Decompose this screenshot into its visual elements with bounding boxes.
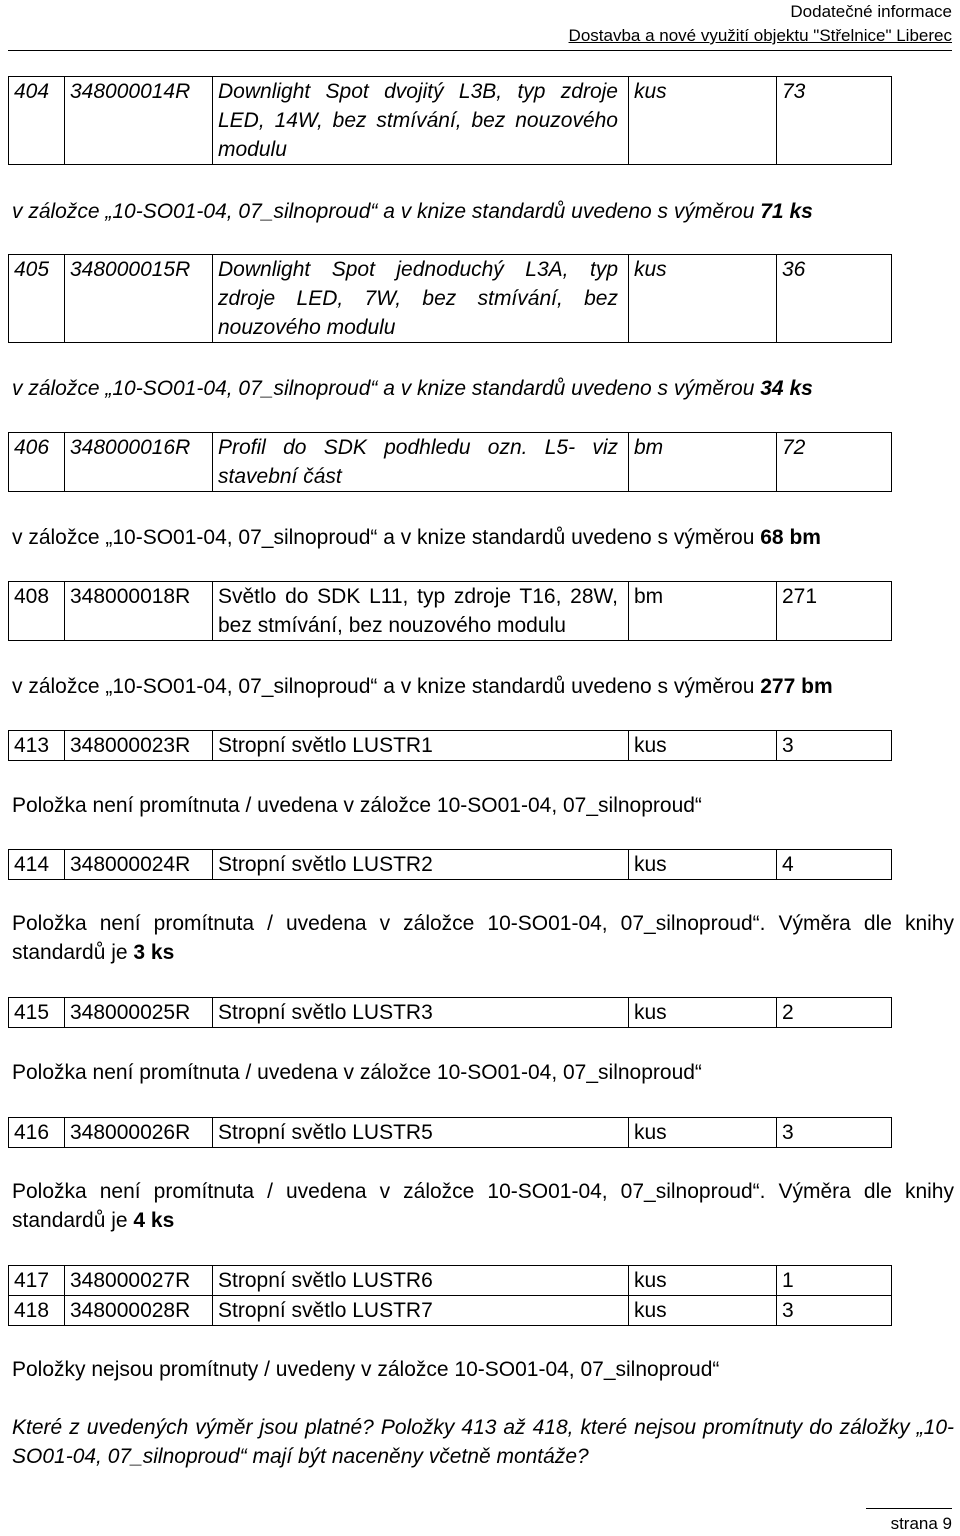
item-unit: kus bbox=[629, 77, 777, 165]
item-unit: kus bbox=[629, 850, 777, 880]
note-text: v záložce „10-SO01-04, 07_silnoproud“ a v knize standardů uvedeno s výměrou bbox=[12, 377, 761, 400]
page-number: strana 9 bbox=[890, 1514, 952, 1533]
item-description: Stropní světlo LUSTR3 bbox=[213, 998, 629, 1028]
note-text: v záložce „10-SO01-04, 07_silnoproud“ a v knize standardů uvedeno s výměrou bbox=[12, 200, 761, 223]
item-code: 348000016R bbox=[65, 433, 213, 492]
item-code: 348000026R bbox=[65, 1118, 213, 1148]
note-text: v záložce „10-SO01-04, 07_silnoproud“ a v knize standardů uvedeno s výměrou bbox=[12, 526, 761, 549]
note-416 bbox=[12, 1177, 954, 1235]
item-description: Stropní světlo LUSTR5 bbox=[213, 1118, 629, 1148]
item-quantity: 72 bbox=[777, 433, 892, 492]
note-value: 3 ks bbox=[133, 941, 175, 964]
note-text: Položka není promítnuta / uvedena v záložce 10-SO01-04, 07_silnoproud“. Výměra dle knihy standardů je bbox=[12, 912, 954, 964]
item-description: Downlight Spot jednoduchý L3A, typ zdroje LED, 7W, bez stmívání, bez nouzového modulu bbox=[213, 255, 629, 343]
item-quantity: 36 bbox=[777, 255, 892, 343]
item-quantity: 73 bbox=[777, 77, 892, 165]
question-text: Které z uvedených výměr jsou platné? Položky 413 až 418, které nejsou promítnuty do záložky „10-SO01-04, 07_silnoproud“ mají být naceněny včetně montáže? bbox=[12, 1416, 954, 1468]
item-description: Světlo do SDK L11, typ zdroje T16, 28W, bez stmívání, bez nouzového modulu bbox=[213, 582, 629, 641]
item-number: 415 bbox=[9, 998, 65, 1028]
item-quantity: 1 bbox=[777, 1266, 892, 1296]
item-table-404 bbox=[8, 76, 892, 165]
note-text: v záložce „10-SO01-04, 07_silnoproud“ a v knize standardů uvedeno s výměrou bbox=[12, 675, 761, 698]
item-number: 405 bbox=[9, 255, 65, 343]
table-row bbox=[9, 1266, 892, 1296]
item-quantity: 271 bbox=[777, 582, 892, 641]
note-text: Položka není promítnuta / uvedena v záložce 10-SO01-04, 07_silnoproud“ bbox=[12, 794, 702, 817]
item-code: 348000024R bbox=[65, 850, 213, 880]
item-code: 348000014R bbox=[65, 77, 213, 165]
item-number: 416 bbox=[9, 1118, 65, 1148]
item-unit: kus bbox=[629, 998, 777, 1028]
note-415 bbox=[12, 1058, 954, 1087]
table-row bbox=[9, 1296, 892, 1326]
item-unit: kus bbox=[629, 255, 777, 343]
item-quantity: 3 bbox=[777, 731, 892, 761]
page-header bbox=[569, 0, 952, 48]
note-text: Položka není promítnuta / uvedena v záložce 10-SO01-04, 07_silnoproud“. Výměra dle knihy standardů je bbox=[12, 1180, 954, 1232]
item-description: Profil do SDK podhledu ozn. L5- viz stavební část bbox=[213, 433, 629, 492]
item-code: 348000025R bbox=[65, 998, 213, 1028]
item-table-406 bbox=[8, 432, 892, 492]
footer-rule bbox=[866, 1508, 952, 1509]
item-table-416 bbox=[8, 1117, 892, 1148]
item-unit: kus bbox=[629, 1118, 777, 1148]
table-row bbox=[9, 255, 892, 343]
item-description: Downlight Spot dvojitý L3B, typ zdroje LED, 14W, bez stmívání, bez nouzového modulu bbox=[213, 77, 629, 165]
item-number: 413 bbox=[9, 731, 65, 761]
note-405 bbox=[12, 374, 954, 403]
item-code: 348000023R bbox=[65, 731, 213, 761]
item-table-408 bbox=[8, 581, 892, 641]
header-title: Dodatečné informace bbox=[790, 2, 952, 21]
item-description: Stropní světlo LUSTR6 bbox=[213, 1266, 629, 1296]
note-value: 71 ks bbox=[760, 200, 813, 223]
item-number: 404 bbox=[9, 77, 65, 165]
item-number: 406 bbox=[9, 433, 65, 492]
item-table-417-418 bbox=[8, 1265, 892, 1326]
item-number: 417 bbox=[9, 1266, 65, 1296]
item-unit: kus bbox=[629, 1266, 777, 1296]
table-row bbox=[9, 731, 892, 761]
item-number: 418 bbox=[9, 1296, 65, 1326]
item-code: 348000015R bbox=[65, 255, 213, 343]
item-code: 348000027R bbox=[65, 1266, 213, 1296]
item-number: 408 bbox=[9, 582, 65, 641]
note-value: 34 ks bbox=[760, 377, 813, 400]
item-description: Stropní světlo LUSTR1 bbox=[213, 731, 629, 761]
note-404 bbox=[12, 197, 954, 226]
table-row bbox=[9, 850, 892, 880]
item-number: 414 bbox=[9, 850, 65, 880]
note-value: 68 bm bbox=[760, 526, 821, 549]
item-quantity: 4 bbox=[777, 850, 892, 880]
item-unit: kus bbox=[629, 1296, 777, 1326]
item-table-413 bbox=[8, 730, 892, 761]
note-value: 277 bm bbox=[760, 675, 833, 698]
item-description: Stropní světlo LUSTR7 bbox=[213, 1296, 629, 1326]
table-row bbox=[9, 1118, 892, 1148]
note-417-418 bbox=[12, 1355, 954, 1384]
header-project: Dostavba a nové využití objektu "Střelnice" Liberec bbox=[568, 26, 952, 45]
note-413 bbox=[12, 791, 954, 820]
item-table-405 bbox=[8, 254, 892, 343]
item-unit: bm bbox=[629, 433, 777, 492]
item-quantity: 3 bbox=[777, 1118, 892, 1148]
note-408 bbox=[12, 672, 954, 701]
table-row bbox=[9, 998, 892, 1028]
item-quantity: 2 bbox=[777, 998, 892, 1028]
note-text: Položky nejsou promítnuty / uvedeny v záložce 10-SO01-04, 07_silnoproud“ bbox=[12, 1358, 720, 1381]
item-table-414 bbox=[8, 849, 892, 880]
item-unit: kus bbox=[629, 731, 777, 761]
note-value: 4 ks bbox=[133, 1209, 175, 1232]
table-row bbox=[9, 433, 892, 492]
note-text: Položka není promítnuta / uvedena v záložce 10-SO01-04, 07_silnoproud“ bbox=[12, 1061, 702, 1084]
item-quantity: 3 bbox=[777, 1296, 892, 1326]
note-414 bbox=[12, 909, 954, 967]
item-code: 348000018R bbox=[65, 582, 213, 641]
item-unit: bm bbox=[629, 582, 777, 641]
note-406 bbox=[12, 523, 954, 552]
item-code: 348000028R bbox=[65, 1296, 213, 1326]
header-rule bbox=[8, 50, 952, 51]
item-description: Stropní světlo LUSTR2 bbox=[213, 850, 629, 880]
item-table-415 bbox=[8, 997, 892, 1028]
table-row bbox=[9, 582, 892, 641]
table-row bbox=[9, 77, 892, 165]
